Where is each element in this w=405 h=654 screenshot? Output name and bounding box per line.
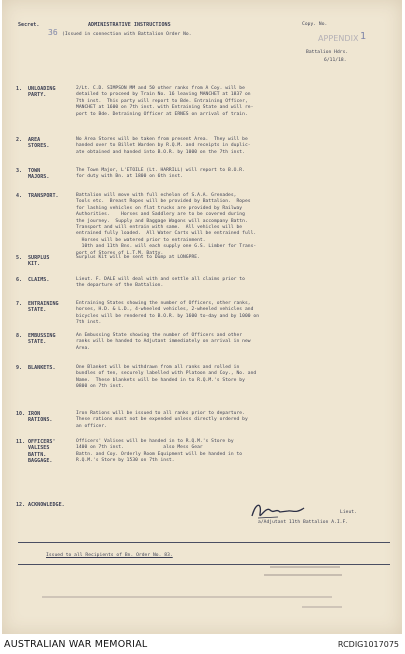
section-body-line: 7th inst. bbox=[76, 320, 102, 326]
section-body-line: Lieut. F. DALE will deal with and settle all claims prior to bbox=[76, 277, 245, 282]
section-heading: UNLOADING bbox=[28, 86, 56, 92]
bleed-through-text bbox=[264, 574, 342, 576]
section-heading: EMBUSSING bbox=[28, 333, 56, 339]
section-body-line: Transport and will entrain with same. All vehicles will be bbox=[76, 225, 243, 230]
section-number: 9. bbox=[16, 365, 23, 371]
signature-role: a/Adjutant 11th Battalion A.I.F. bbox=[258, 520, 349, 525]
section-body-line: port to Bde. Detraining Officer at ERNES on arrival of train. bbox=[76, 111, 248, 117]
section-body-line: Tools etc. Breast Ropes will be provided by Battalion. Ropes bbox=[76, 199, 251, 205]
section-body-line: the departure of the Battalion. bbox=[76, 283, 164, 289]
handwritten-signature bbox=[248, 500, 308, 522]
section-body-line: ate obtained and handed into B.O.R. by 1000 on the 7th inst. bbox=[76, 149, 245, 155]
divider-rule bbox=[18, 564, 390, 565]
section-heading: ENTRAINING bbox=[28, 301, 59, 307]
section-body-line: One Blanket will be withdrawn from all ranks and rolled in bbox=[76, 365, 240, 370]
section-body-line: 2/Lt. C.D. SIMPSON MM and 50 other ranks from A Coy. will be bbox=[76, 86, 245, 91]
section-body-line: Surplus Kit will be sent to Dump at LONGPRE. bbox=[76, 255, 200, 260]
section-body-line: Iron Rations will be issued to all ranks prior to departure. bbox=[76, 411, 245, 416]
section-body-line: The Town Major, L'ETOILE (Lt. HARRILL) will report to B.O.R. bbox=[76, 168, 245, 173]
bleed-through-text bbox=[42, 596, 332, 598]
divider-rule bbox=[18, 542, 390, 543]
headquarters-label: Battalion Hdrs. bbox=[306, 50, 349, 55]
section-number: 12. bbox=[16, 502, 26, 508]
section-number: 1. bbox=[16, 86, 23, 92]
section-body-line: Battalion will move with full echelon of S.A.A. Grenades, bbox=[76, 193, 237, 198]
catalogue-id: RCDIG1017075 bbox=[337, 640, 399, 649]
section-heading: MAJORS. bbox=[28, 174, 50, 181]
section-heading: IRON bbox=[28, 411, 41, 417]
copy-number-label: Copy. No. bbox=[302, 22, 328, 27]
document-date: 6/11/18. bbox=[324, 58, 347, 63]
section-heading: BATTN. bbox=[28, 451, 47, 458]
section-heading: OFFICERS' bbox=[28, 439, 56, 445]
secret-classification: Secret. bbox=[18, 22, 40, 28]
section-heading: STATE. bbox=[28, 307, 47, 314]
archive-footer bbox=[0, 636, 405, 654]
section-heading: BLANKETS. bbox=[28, 365, 56, 371]
section-body-line: MANCHET at 1600 on 7th inst. with Entraining State and will re- bbox=[76, 105, 254, 111]
signature-rank: Lieut. bbox=[340, 510, 357, 515]
section-body-line: Officers' Valises will be handed in to R.Q.M.'s Store by bbox=[76, 439, 234, 444]
section-number: 10. bbox=[16, 411, 26, 417]
section-body-line: handed over to Billet Warden by R.Q.M. and receipts in duplic- bbox=[76, 143, 251, 149]
section-heading: CLAIMS. bbox=[28, 277, 50, 283]
section-heading: BAGGAGE. bbox=[28, 458, 53, 465]
section-heading: TOWN bbox=[28, 168, 41, 174]
section-body-line: ranks will be handed to Adjutant immediately on arrival in new bbox=[76, 339, 251, 345]
section-number: 7. bbox=[16, 301, 23, 307]
section-heading: STORES. bbox=[28, 143, 50, 150]
section-body-line: No Area Stores will be taken from present Area. They will be bbox=[76, 137, 248, 142]
section-body-line: detailed to proceed by Train No. 16 leaving MANCHET at 1837 on bbox=[76, 92, 251, 98]
section-number: 8. bbox=[16, 333, 23, 339]
bleed-through-text bbox=[302, 606, 342, 608]
section-number: 6. bbox=[16, 277, 23, 283]
section-number: 11. bbox=[16, 439, 26, 445]
section-heading: TRANSPORT. bbox=[28, 193, 59, 199]
section-heading: RATIONS. bbox=[28, 417, 53, 424]
document-title: ADMINISTRATIVE INSTRUCTIONS bbox=[88, 22, 171, 28]
section-number: 5. bbox=[16, 255, 23, 261]
section-heading: VALISES bbox=[28, 445, 50, 452]
section-body-line: 10th and 11th Bns. will each supply one G.S. Limber for Trans- bbox=[76, 244, 257, 250]
section-number: 3. bbox=[16, 168, 23, 174]
section-body-line: Battn. and Coy. Orderly Room Equipment will be handed in to bbox=[76, 451, 243, 457]
section-body-line: Area. bbox=[76, 345, 91, 351]
distribution-note: Issued to all Recipients of Bn. Order No. 83. bbox=[46, 553, 173, 558]
document-page bbox=[2, 0, 402, 634]
section-body-line: 1400 on 7th inst. also Mess Gear bbox=[76, 445, 203, 451]
section-heading: PARTY. bbox=[28, 92, 47, 99]
section-heading: STATE. bbox=[28, 339, 47, 346]
section-body-line: Entraining States showing the number of Officers, other ranks, bbox=[76, 301, 251, 306]
reference-number: 36 bbox=[48, 28, 58, 37]
section-body-line: for duty with Bn. at 1800 on 6th inst. bbox=[76, 174, 183, 180]
section-body-line: port of Stores of L.T.M. Batty. bbox=[76, 250, 164, 256]
section-body-line: bicycles will be rendered to B.O.R. by 1600 to-day and by 1000 on bbox=[76, 313, 260, 319]
institution-name: AUSTRALIAN WAR MEMORIAL bbox=[4, 639, 148, 650]
section-body-line: an officer. bbox=[76, 423, 107, 429]
section-body-line: These rations must not be expended unless directly ordered by bbox=[76, 417, 248, 423]
issued-note: (Issued in connection with Battalion Order No. bbox=[62, 32, 192, 37]
section-number: 2. bbox=[16, 137, 23, 143]
section-body-line: entrained fully loaded. All Water Carts will be entrained full. bbox=[76, 231, 257, 237]
appendix-number: 1 bbox=[360, 31, 367, 42]
section-body-line: 7th inst. This party will report to Bde. Entraining Officer, bbox=[76, 98, 248, 104]
section-body-line: the journey. Supply and Baggage Wagons will accompany Battn. bbox=[76, 218, 248, 224]
section-heading: SURPLUS bbox=[28, 255, 50, 261]
section-number: 4. bbox=[16, 193, 23, 199]
section-body-line: 0800 on 7th inst. bbox=[76, 384, 124, 390]
section-body-line: for lashing vehicles on flat trucks are provided by Railway bbox=[76, 205, 243, 211]
section-body-line: Horses will be watered prior to entrainment. bbox=[76, 237, 206, 243]
section-body-line: Authorities. Horses and Saddlery are to be covered during bbox=[76, 212, 245, 218]
section-body-line: An Embussing State showing the number of Officers and other bbox=[76, 333, 243, 338]
section-heading: ACKNOWLEDGE. bbox=[28, 502, 65, 508]
section-body-line: Name. These blankets will be handed in to R.Q.M.'s Store by bbox=[76, 377, 245, 383]
bleed-through-text bbox=[270, 566, 340, 568]
section-body-line: R.Q.M.'s Store by 1530 on 7th inst. bbox=[76, 458, 175, 464]
section-heading: KIT. bbox=[28, 261, 41, 268]
section-heading: AREA bbox=[28, 137, 41, 143]
section-body-line: horses, H.D. & L.D., 4-wheeled vehicles, 2-wheeled vehicles and bbox=[76, 307, 254, 313]
section-body-line: bundles of ten, securely labelled with Platoon and Coy., No. and bbox=[76, 371, 257, 377]
appendix-stamp: APPENDIX bbox=[318, 34, 359, 43]
